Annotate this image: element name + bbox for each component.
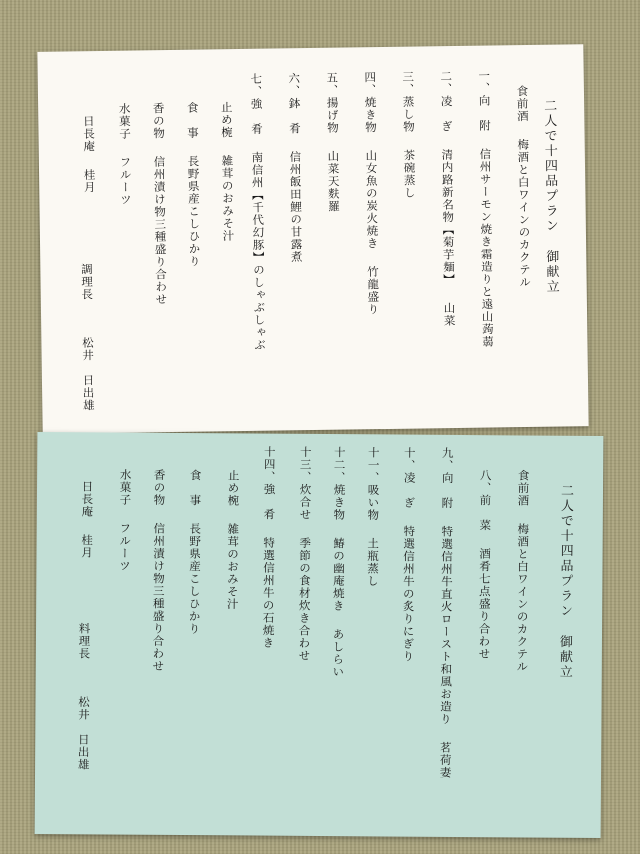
course-item: 止め椀雑茸のおみそ汁 [219, 101, 236, 243]
course-item: 八、前 菜酒肴七点盛り合わせ [477, 469, 493, 661]
signature-place: 日長庵桂月 [81, 115, 97, 194]
course-item: 十四、強 肴特選信州牛の石焼き [261, 445, 277, 650]
course-item: 食前酒梅酒と白ワインのカクテル [515, 469, 531, 673]
course-item: 香の物信州漬け物三種盛り合わせ [151, 468, 167, 673]
course-item: 食 事長野県産こしひかり [187, 469, 203, 636]
course-item: 食前酒梅酒と白ワインのカクテル [515, 84, 533, 289]
course-item: 止め椀雑茸のおみそ汁 [225, 469, 241, 611]
chef-signature: 調理長松井 日出雄 [79, 263, 96, 412]
course-item: 十、凌 ぎ特選信州牛の炙りにぎり [401, 446, 417, 663]
chef-signature: 料理長松井 日出雄 [76, 622, 92, 771]
course-item: 十三、炊合せ季節の食材炊き合わせ [297, 445, 313, 662]
menu-sheet-green [35, 432, 604, 838]
menu-sheet-white [37, 44, 588, 434]
course-item: 二、凌 ぎ清内路新名物【菊芋麺】山菜 [439, 70, 457, 328]
course-item: 四、焼き物山女魚の炭火焼き竹龍盛り [363, 71, 381, 316]
menu-title: 二人で十四品プラン御献立 [556, 483, 574, 680]
course-item: 九、向 附特選信州牛直火ロースト和風お造り茗荷妻 [438, 446, 455, 779]
course-item: 水菓子フルーツ [117, 468, 133, 573]
course-item: 十二、焼き物鰆の幽庵焼きあしらい [331, 446, 347, 679]
signature-place: 日長庵桂月 [80, 480, 95, 559]
course-item: 香の物信州漬け物三種盛り合わせ [151, 102, 169, 306]
course-item: 六、鉢 肴信州飯田鯉の甘露煮 [287, 72, 304, 264]
course-item: 五、揚げ物山菜天麩羅 [325, 71, 342, 213]
course-item: 水菓子フルーツ [117, 102, 134, 207]
course-item: 一、向 附信州サーモン焼き霜造りと遠山蒟蒻 [477, 69, 496, 349]
course-item: 十一、吸い物土瓶蒸し [365, 446, 381, 588]
course-item: 食 事長野県産こしひかり [185, 101, 202, 268]
course-item: 七、強 肴南信州【千代幻豚】のしゃぶしゃぶ [249, 72, 268, 352]
menu-title: 二人で十四品プラン御献立 [541, 98, 559, 295]
course-item: 三、蒸し物茶碗蒸し [401, 70, 417, 200]
